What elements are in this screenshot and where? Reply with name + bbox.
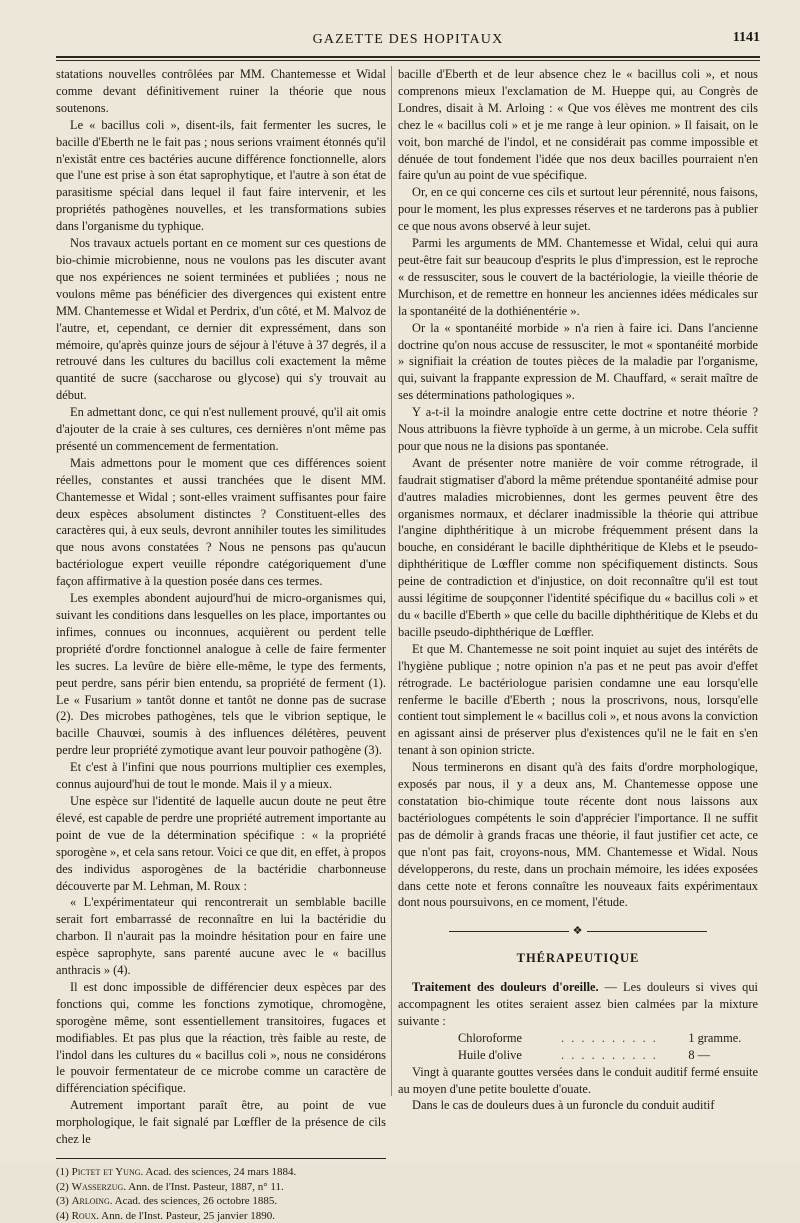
header-rule xyxy=(56,56,760,58)
leader-dots: . . . . . . . . . . xyxy=(561,1047,688,1064)
paragraph: Les exemples abondent aujourd'hui de micro-organismes qui, suivant les conditions dans lesquelles on les place, importantes ou infimes, connues ou inconnues, acquièrent ou perdent telle propriété d'ordre fonctionnel analogue à celle de faire fermenter les sucres. La levûre de bière elle-même, le type des ferments, peut perdre, sans périr bien entendu, sa propriété de ferment (1). Le « Fusarium » tantôt donne et tantôt ne donne pas de sucrase (2). Des microbes pathogènes, tels que le vibrion septique, le bacille Chauvœi, soumis à des influences délétères, peuvent perdre leur propriété zymotique avant leur pouvoir pathogène (3). xyxy=(56,590,386,759)
paragraph: Une espèce sur l'identité de laquelle aucun doute ne peut être élevé, est capable de perdre une propriété autrement importante au point de vue de la détermination spécifique : « la propriété sporogène », et cela sans retour. Voici ce que dit, en effet, à propos des individus asporogènes de la bactéridie charbonneuse découverte par M. Lehman, M. Roux : xyxy=(56,793,386,894)
footnote-author: Pictet et Yung xyxy=(72,1166,141,1178)
paragraph: Dans le cas de douleurs dues à un furoncle du conduit auditif xyxy=(398,1097,758,1114)
paragraph: Mais admettons pour le moment que ces différences soient réelles, constantes et aussi tranchées que le disent MM. Chantemesse et Widal ; sont-elles vraiment suffisantes pour faire deux espèces absolument distinctes ? Constituent-elles des caractères qui, à eux seuls, devront annihiler toutes les similitudes que nous avons constatées ? Nous ne pensons pas qu'aucun bactériologue expert veuille répondre catégoriquement d'une façon affirmative à la question posée dans ces termes. xyxy=(56,455,386,590)
footnote-text: . Ann. de l'Inst. Pasteur, 1887, n° 11. xyxy=(123,1181,283,1193)
paragraph: Nos travaux actuels portant en ce moment sur ces questions de bio-chimie microbienne, nous ne voulons pas les discuter avant que nos expériences ne soient terminées et publiées ; nous ne voulons même pas bénéficier des divergences qui existent entre MM. Chantemesse et Widal et Perdrix, d'un côté, et M. Malvoz de l'autre, et, cependant, ce dernier dit expressément, dans son mémoire, qu'après quinze jours de séjour à l'étuve à 37 degrés, il a retrouvé dans les cultures du bacillus coli exactement la même quantité de sucre (saccharose ou glycose) qui s'y trouvait au début. xyxy=(56,235,386,404)
leader-dots: . . . . . . . . . . xyxy=(561,1030,688,1047)
formula-row xyxy=(398,1047,758,1064)
right-column xyxy=(398,66,758,1114)
left-column xyxy=(56,66,386,1223)
footnote-number: (3) xyxy=(56,1195,69,1207)
paragraph: Autrement important paraît être, au point de vue morphologique, le fait signalé par Lœffler de la présence de cils chez le xyxy=(56,1097,386,1148)
paragraph: En admettant donc, ce qui n'est nullement prouvé, qu'il ait omis d'ajouter de la craie à ses cultures, ces dernières n'ont même pas présenté un commencement de fermentation. xyxy=(56,404,386,455)
formula-row xyxy=(398,1030,758,1047)
paragraph: Et que M. Chantemesse ne soit point inquiet au sujet des intérêts de l'hygiène publique ; notre opinion n'a pas et ne peut pas avoir d'effet rétrograde. Le bactériologue parisien condamne une eau lorsqu'elle renferme le bacille d'Eberth ; nous la proscrivons, nous, lorsqu'elle contient tout simplement le « bacillus coli », et nous avons la conviction en agissant ainsi de préserver plus d'existences qu'il ne le fait en s'en tenant à son opinion stricte. xyxy=(398,641,758,759)
paragraph: Le « bacillus coli », disent-ils, fait fermenter les sucres, le bacille d'Eberth ne le fait pas ; nous serions vraiment étonnés qu'il n'existât entre ces bactéries aucune différence fonctionnelle, alors que l'une est prise à son état saprophytique, et l'autre à son état de parasitisme spécial dans lequel il faut faire intervenir, et les propriétés pathogènes nouvelles, et les transformations subies dans l'organisme du typhique. xyxy=(56,117,386,235)
footnote-number: (1) xyxy=(56,1166,69,1178)
article-intro: — Les douleurs si vives qui accompagnent les otites seraient assez bien calmées par la mixture suivante : xyxy=(398,980,758,1028)
footnote xyxy=(56,1194,386,1209)
formula-table xyxy=(398,1030,758,1064)
page-header xyxy=(56,30,760,52)
journal-title: GAZETTE DES HOPITAUX xyxy=(56,32,760,48)
paragraph: Il est donc impossible de différencier deux espèces par des fonctions qui, comme les fonctions zymotique, chromogène, sporogène même, sont essentiellement transitoires, fugaces et modifiables. Et pas plus que la réaction, très faible au reste, de l'indol dans les cultures du « bacillus coli », nous ne considérons le pouvoir fermentateur de ce microbe comme un caractère de différenciation spécifique. xyxy=(56,979,386,1097)
paragraph: Nous terminerons en disant qu'à des faits d'ordre morphologique, exposés par nous, il y a deux ans, M. Chantemesse oppose une constatation bio-chimique toute récente dont nous laissons aux bactériologues compétents le soin d'apprécier l'importance. Il ne suffit pas de démolir à grands fracas une théorie, il faut justifier cet acte, ce que n'ont pas fait, croyons-nous, MM. Chantemesse et Widal. Nous développerons, du reste, dans un prochain mémoire, les idées exposées dans cette note et ferons connaître les nouveaux faits expérimentaux dont nous poursuivons, en ce moment, l'étude. xyxy=(398,759,758,911)
footnote-text: . Acad. des sciences, 24 mars 1884. xyxy=(141,1166,297,1178)
quantity: 1 gramme. xyxy=(688,1030,758,1047)
article-paragraph xyxy=(398,979,758,1030)
footnote-number: (2) xyxy=(56,1181,69,1193)
ingredient: Chloroforme xyxy=(398,1030,561,1047)
footnote-author: Wasserzug xyxy=(72,1181,124,1193)
paragraph: Or la « spontanéité morbide » n'a rien à faire ici. Dans l'ancienne doctrine qu'on nous accuse de ressusciter, le mot « spontanéité morbide » signifiait la création de toutes pièces de la maladie par l'organisme, qui, suivant la frappante expression de M. Chauffard, « serait maître de ses déterminations pathologiques ». xyxy=(398,320,758,405)
footnote-text: . Acad. des sciences, 26 octobre 1885. xyxy=(110,1195,277,1207)
ingredient: Huile d'olive xyxy=(398,1047,561,1064)
header-rule-thin xyxy=(56,60,760,61)
paragraph: Or, en ce qui concerne ces cils et surtout leur pérennité, nous faisons, pour le moment, les plus expresses réserves et ne tarderons pas à publier ce que nous avons observé à leur sujet. xyxy=(398,184,758,235)
footnotes xyxy=(56,1158,386,1223)
footnote-author: Roux xyxy=(72,1210,97,1222)
section-ornament: ❖ xyxy=(398,923,758,940)
footnote xyxy=(56,1165,386,1180)
column-divider xyxy=(391,66,392,1096)
paragraph: bacille d'Eberth et de leur absence chez le « bacillus coli », et nous comprenons mieux l'exclamation de M. Hueppe qui, au Congrès de Londres, disait à M. Arloing : « Que vos élèves me montrent des cils chez le « bacillus coli » et je me range à leur opinion. » Il faisait, on le voit, bon marché de l'indol, et ne considérait pas comme impossible et dénuée de tout fondement l'idée que nos deux bacilles pourraient n'en faire qu'un au point de vue spécifique. xyxy=(398,66,758,184)
footnote-number: (4) xyxy=(56,1210,69,1222)
page-number: 1141 xyxy=(733,30,760,46)
section-title: THÉRAPEUTIQUE xyxy=(398,950,758,967)
footnote xyxy=(56,1209,386,1223)
quantity: 8 — xyxy=(688,1047,758,1064)
paragraph: Y a-t-il la moindre analogie entre cette doctrine et notre théorie ? Nous attribuons la fièvre typhoïde à un germe, à un microbe. Cela suffit pour que nous ne la disions pas spontanée. xyxy=(398,404,758,455)
paragraph: Parmi les arguments de MM. Chantemesse et Widal, celui qui aura peut-être fait sur beaucoup d'esprits le plus d'impression, est le reproche « de ressusciter, sous le couvert de la bactériologie, la vieille théorie de Murchison, et de remettre en honneur les anciennes idées médicales sur la spontanéité de la dothiénentérie ». xyxy=(398,235,758,320)
paragraph: statations nouvelles contrôlées par MM. Chantemesse et Widal comme devant définitivement ruiner la théorie que nous soutenons. xyxy=(56,66,386,117)
paragraph: Vingt à quarante gouttes versées dans le conduit auditif fermé ensuite au moyen d'une petite boulette d'ouate. xyxy=(398,1064,758,1098)
paragraph: Avant de présenter notre manière de voir comme rétrograde, il faudrait stigmatiser d'abord la même prétendue spontanéité admise pour d'autres maladies microbiennes, dont les germes peuvent être des organismes normaux, et déclarer inadmissible la théorie qui attribue l'angine diphthéritique à un microbe fréquemment présent dans la bouche, en considérant le bacille diphthéritique de Klebs et le pseudo-diphthéritique de Lœffler comme non spécifiquement distincts. Sous peine de contradiction et d'injustice, on doit reconnaître qu'il est tout aussi légitime de soupçonner l'identité spécifique du « bacillus coli » et du « bacille d'Eberth » que celle du bacille diphthéritique de Klebs et du bacille pseudo-diphthérique de Lœffler. xyxy=(398,455,758,641)
footnote-author: Arloing xyxy=(72,1195,110,1207)
footnote xyxy=(56,1180,386,1195)
paragraph: « L'expérimentateur qui rencontrerait un semblable bacille serait fort embarrassé de reconnaître en lui la bactéridie du charbon. Il n'aurait pas la moindre hésitation pour en faire une espèce saprophyte, sans parenté aucune avec le « bacillus anthracis » (4). xyxy=(56,894,386,979)
paragraph: Et c'est à l'infini que nous pourrions multiplier ces exemples, connus aujourd'hui de tout le monde. Mais il y a mieux. xyxy=(56,759,386,793)
footnote-text: . Ann. de l'Inst. Pasteur, 25 janvier 1890. xyxy=(96,1210,275,1222)
article-title: Traitement des douleurs d'oreille. xyxy=(412,980,599,994)
